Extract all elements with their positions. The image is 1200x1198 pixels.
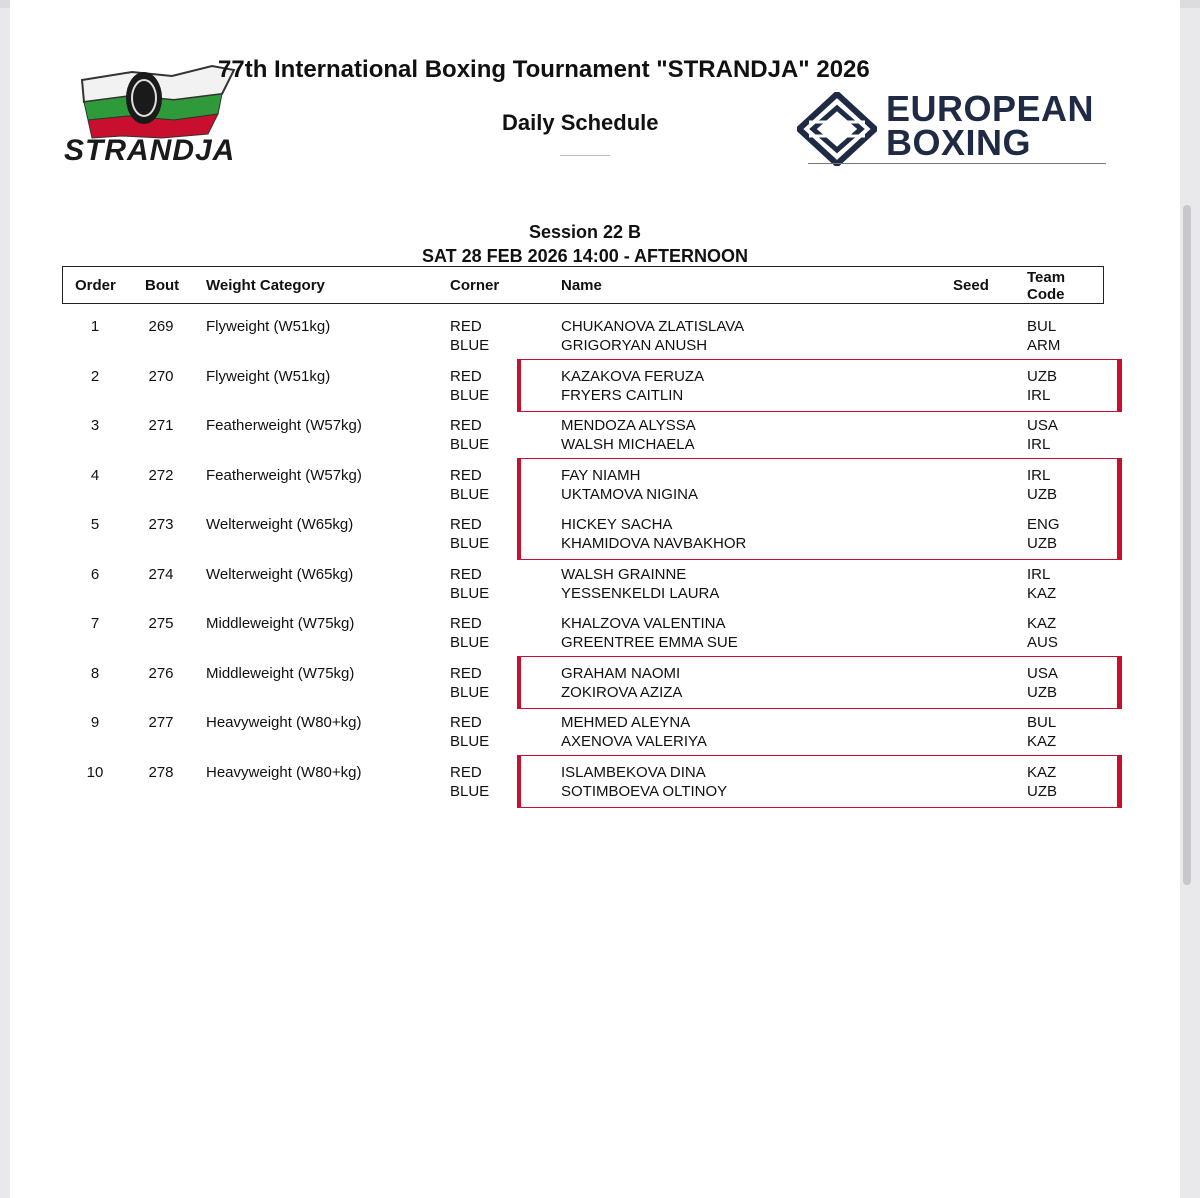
bout-cell: 271 [148, 417, 174, 434]
red-name-cell: WALSH GRAINNE [561, 566, 687, 583]
bout-cell: 276 [148, 665, 174, 682]
highlight-box [518, 755, 1120, 808]
european-boxing-emblem [797, 92, 877, 166]
blue-name-cell: FRYERS CAITLIN [561, 387, 684, 404]
european-boxing-logo-text [886, 88, 1095, 163]
red-team-cell: IRL [1027, 566, 1051, 583]
highlight-box [518, 359, 1120, 412]
col-name: Name [561, 277, 602, 294]
red-name-cell: MEHMED ALEYNA [561, 714, 691, 731]
order-cell: 2 [90, 368, 100, 385]
red-name-cell: KAZAKOVA FERUZA [561, 368, 705, 385]
red-name-cell: FAY NIAMH [561, 467, 641, 484]
weight-category-cell: Welterweight (W65kg) [206, 566, 354, 583]
session-datetime: SAT 28 FEB 2026 14:00 - AFTERNOON [421, 246, 749, 266]
red-name-cell: HICKEY SACHA [561, 516, 673, 533]
blue-name-cell: WALSH MICHAELA [561, 436, 695, 453]
blue-name-cell: YESSENKELDI LAURA [561, 585, 720, 602]
red-name-cell: KHALZOVA VALENTINA [561, 615, 726, 632]
red-team-cell: KAZ [1027, 615, 1057, 632]
red-name-cell: MENDOZA ALYSSA [561, 417, 696, 434]
red-team-cell: USA [1027, 417, 1058, 434]
page-title: 77th International Boxing Tournament "STRANDJA" 2026 [218, 56, 870, 83]
bout-cell: 278 [148, 764, 174, 781]
red-corner-cell: RED [450, 516, 482, 533]
blue-name-cell: ZOKIROVA AZIZA [561, 684, 683, 701]
blue-team-cell: UZB [1027, 684, 1057, 701]
order-cell: 9 [90, 714, 100, 731]
blue-team-cell: UZB [1027, 486, 1057, 503]
blue-corner-cell: BLUE [450, 337, 490, 354]
table-header [62, 266, 1104, 304]
blue-name-cell: AXENOVA VALERIYA [561, 733, 707, 750]
header-divider [808, 163, 1106, 164]
red-corner-cell: RED [450, 368, 482, 385]
blue-corner-cell: BLUE [450, 684, 490, 701]
weight-category-cell: Heavyweight (W80+kg) [206, 714, 362, 731]
blue-team-cell: IRL [1027, 387, 1051, 404]
bout-cell: 277 [148, 714, 174, 731]
red-team-cell: BUL [1027, 318, 1057, 335]
weight-category-cell: Welterweight (W65kg) [206, 516, 354, 533]
weight-category-cell: Featherweight (W57kg) [206, 467, 362, 484]
blue-name-cell: GRIGORYAN ANUSH [561, 337, 708, 354]
weight-category-cell: Flyweight (W51kg) [206, 318, 331, 335]
bout-cell: 273 [148, 516, 174, 533]
order-cell: 6 [90, 566, 100, 583]
red-corner-cell: RED [450, 714, 482, 731]
subtitle-divider [560, 155, 610, 156]
order-cell: 5 [90, 516, 100, 533]
red-team-cell: UZB [1027, 368, 1057, 385]
blue-corner-cell: BLUE [450, 783, 490, 800]
blue-corner-cell: BLUE [450, 733, 490, 750]
bout-cell: 269 [148, 318, 174, 335]
session-heading [380, 220, 790, 268]
weight-category-cell: Flyweight (W51kg) [206, 368, 331, 385]
red-team-cell: IRL [1027, 467, 1051, 484]
blue-team-cell: ARM [1027, 337, 1061, 354]
order-cell: 10 [86, 764, 104, 781]
red-corner-cell: RED [450, 566, 482, 583]
col-team-code: Team Code [1027, 269, 1066, 303]
bout-cell: 274 [148, 566, 174, 583]
red-team-cell: BUL [1027, 714, 1057, 731]
weight-category-cell: Middleweight (W75kg) [206, 615, 355, 632]
blue-corner-cell: BLUE [450, 634, 490, 651]
blue-corner-cell: BLUE [450, 486, 490, 503]
eb-logo-line2: BOXING [886, 122, 1032, 163]
session-name: Session 22 B [528, 222, 642, 242]
blue-corner-cell: BLUE [450, 585, 490, 602]
blue-team-cell: KAZ [1027, 733, 1057, 750]
blue-name-cell: KHAMIDOVA NAVBAKHOR [561, 535, 747, 552]
red-name-cell: GRAHAM NAOMI [561, 665, 681, 682]
blue-corner-cell: BLUE [450, 535, 490, 552]
col-order: Order [75, 277, 116, 294]
red-name-cell: CHUKANOVA ZLATISLAVA [561, 318, 745, 335]
red-corner-cell: RED [450, 318, 482, 335]
blue-team-cell: IRL [1027, 436, 1051, 453]
order-cell: 4 [90, 467, 100, 484]
weight-category-cell: Featherweight (W57kg) [206, 417, 362, 434]
blue-corner-cell: BLUE [450, 387, 490, 404]
order-cell: 7 [90, 615, 100, 632]
red-corner-cell: RED [450, 467, 482, 484]
bout-cell: 275 [148, 615, 174, 632]
eb-logo-line1: EUROPEAN [886, 88, 1095, 129]
blue-team-cell: UZB [1027, 783, 1057, 800]
blue-name-cell: GREENTREE EMMA SUE [561, 634, 738, 651]
red-name-cell: ISLAMBEKOVA DINA [561, 764, 706, 781]
highlight-box [518, 458, 1120, 560]
strandja-logo-text: STRANDJA [64, 134, 236, 166]
blue-team-cell: AUS [1027, 634, 1058, 651]
strandja-logo [62, 62, 238, 166]
bout-cell: 272 [148, 467, 174, 484]
highlight-box [518, 656, 1120, 709]
bout-cell: 270 [148, 368, 174, 385]
blue-name-cell: SOTIMBOEVA OLTINOY [561, 783, 728, 800]
red-corner-cell: RED [450, 615, 482, 632]
blue-name-cell: UKTAMOVA NIGINA [561, 486, 698, 503]
col-seed: Seed [953, 277, 989, 294]
page-subtitle: Daily Schedule [502, 110, 659, 135]
order-cell: 8 [90, 665, 100, 682]
blue-team-cell: KAZ [1027, 585, 1057, 602]
red-team-cell: KAZ [1027, 764, 1057, 781]
red-corner-cell: RED [450, 417, 482, 434]
weight-category-cell: Middleweight (W75kg) [206, 665, 355, 682]
col-corner: Corner [450, 277, 500, 294]
blue-team-cell: UZB [1027, 535, 1057, 552]
order-cell: 1 [90, 318, 100, 335]
red-team-cell: USA [1027, 665, 1058, 682]
red-team-cell: ENG [1027, 516, 1060, 533]
red-corner-cell: RED [450, 665, 482, 682]
weight-category-cell: Heavyweight (W80+kg) [206, 764, 362, 781]
col-weight-category: Weight Category [206, 277, 325, 294]
red-corner-cell: RED [450, 764, 482, 781]
blue-corner-cell: BLUE [450, 436, 490, 453]
scrollbar-thumb[interactable] [1183, 205, 1191, 885]
order-cell: 3 [90, 417, 100, 434]
col-bout: Bout [145, 277, 180, 294]
